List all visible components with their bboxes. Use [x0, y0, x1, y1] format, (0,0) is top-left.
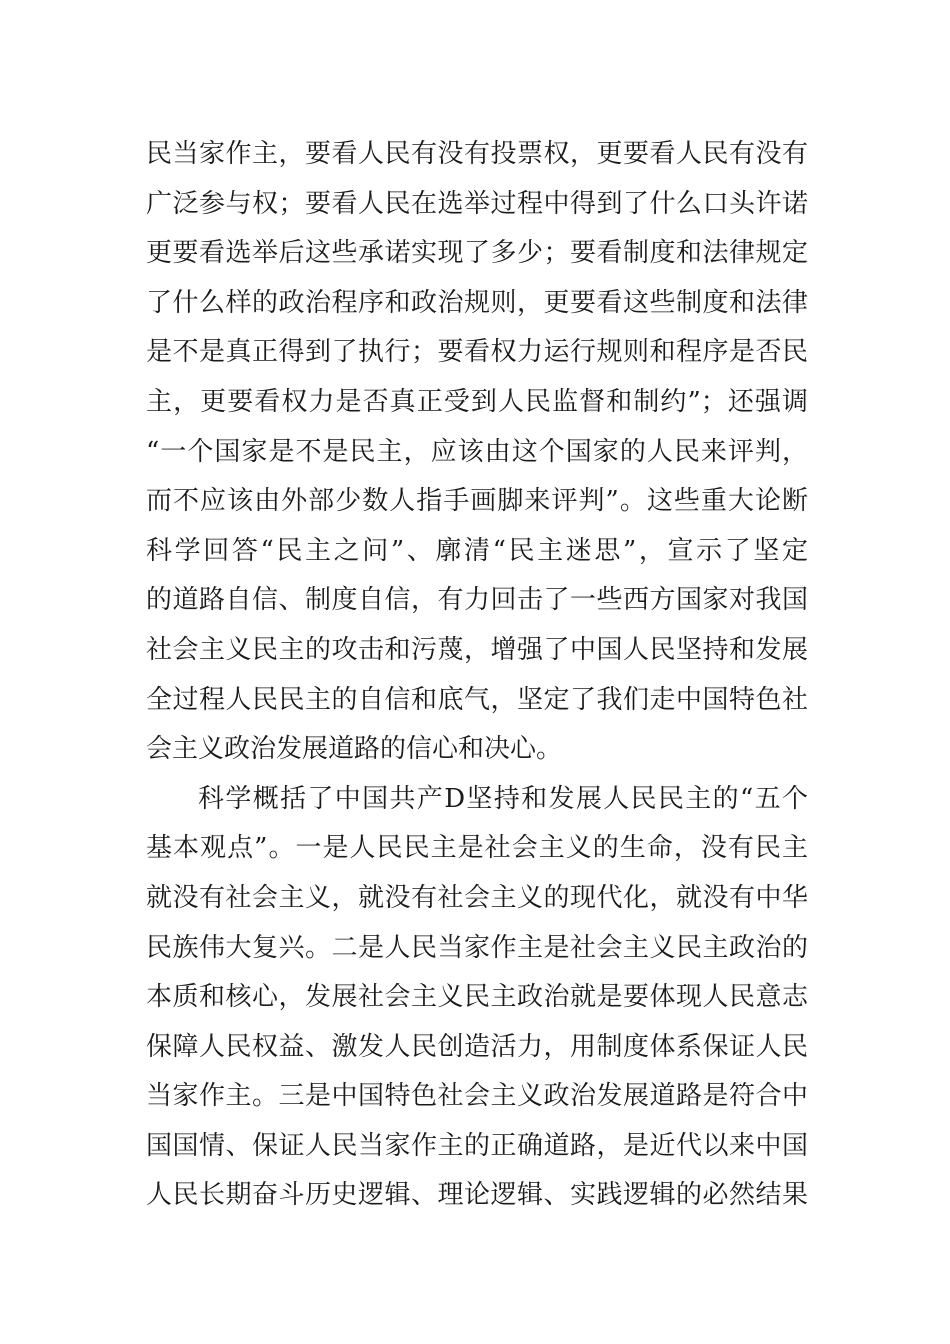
- text-line: “一个国家是不是民主，应该由这个国家的人民来评判，: [146, 436, 808, 467]
- text-line: 科学回答“民主之问”、廓清“民主迷思”，宣示了坚定: [146, 535, 808, 566]
- text-line: 基本观点”。一是人民民主是社会主义的生命，没有民主: [146, 833, 808, 864]
- text-line: 本质和核心，发展社会主义民主政治就是要体现人民意志: [146, 982, 808, 1013]
- text-line: 的道路自信、制度自信，有力回击了一些西方国家对我国: [146, 585, 808, 616]
- text-line: 民族伟大复兴。二是人民当家作主是社会主义民主政治的: [146, 932, 808, 963]
- text-line: 主，更要看权力是否真正受到人民监督和制约”；还强调: [146, 386, 808, 417]
- text-line: 了什么样的政治程序和政治规则，更要看这些制度和法律: [146, 287, 808, 318]
- text-line: 保障人民权益、激发人民创造活力，用制度体系保证人民: [146, 1031, 808, 1062]
- text-line: 国国情、保证人民当家作主的正确道路，是近代以来中国: [146, 1130, 808, 1161]
- text-line: 社会主义民主的攻击和污蔑，增强了中国人民坚持和发展: [146, 634, 808, 665]
- text-line: 民当家作主，要看人民有没有投票权，更要看人民有没有: [146, 139, 808, 169]
- text-line: 而不应该由外部少数人指手画脚来评判”。这些重大论断: [146, 486, 808, 517]
- paragraph-end-line: 会主义政治发展道路的信心和决心。: [146, 734, 563, 765]
- text-line: 更要看选举后这些承诺实现了多少；要看制度和法律规定: [146, 238, 808, 269]
- body-text: [146, 130, 808, 1221]
- text-line: 人民长期奋斗历史逻辑、理论逻辑、实践逻辑的必然结果: [146, 1180, 808, 1211]
- paragraph-start-line: 科学概括了中国共产D坚持和发展人民民主的“五个: [198, 783, 808, 814]
- text-line: 是不是真正得到了执行；要看权力运行规则和程序是否民: [146, 337, 808, 368]
- text-line: 广泛参与权；要看人民在选举过程中得到了什么口头许诺: [146, 188, 808, 219]
- text-line: 就没有社会主义，就没有社会主义的现代化，就没有中华: [146, 882, 808, 913]
- text-line: 当家作主。三是中国特色社会主义政治发展道路是符合中: [146, 1081, 808, 1112]
- text-line: 全过程人民民主的自信和底气，坚定了我们走中国特色社: [146, 684, 808, 715]
